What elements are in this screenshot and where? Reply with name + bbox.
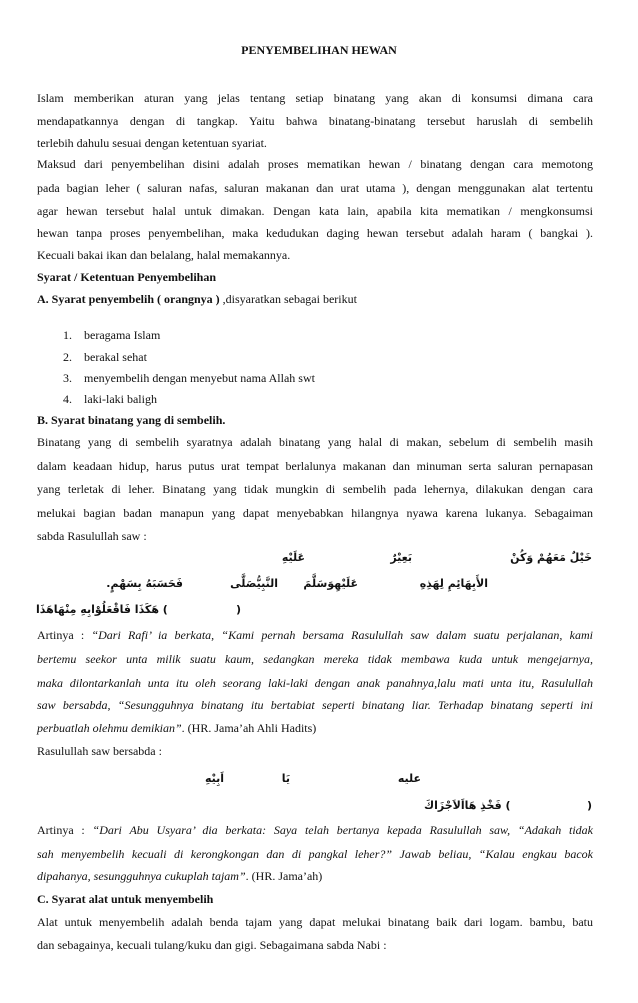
- arabic-fragment: ): [236, 603, 242, 616]
- artinya-text: dipahanya, sesungguhnya cukuplah tajam”: [37, 869, 246, 883]
- artinya-line: saw bersabda, “Sesungguhnya binatang itu bertabiat seperti binatang liar. Terhadap binatang seperti ini: [37, 698, 593, 712]
- arabic-fragment: عَلَيْهِ: [281, 551, 305, 564]
- list-item: laki-laki baligh: [84, 392, 157, 406]
- intro-line: pada bagian leher ( saluran nafas, saluran makanan dan urat utama ), dengan menggunakan alat tertentu: [37, 181, 593, 195]
- syarat-heading: Syarat / Ketentuan Penyembelihan: [37, 270, 216, 284]
- arabic-fragment: هَكَذَا فَاقْعَلُوْابِهِ مِنْهَاهَذَا (: [36, 603, 168, 616]
- artinya-text: “Dari Abu Usyara’ dia berkata: Saya telah bertanya kepada Rasulullah saw, “Adakah tidak: [92, 823, 593, 837]
- hadith-source: . (HR. Jama’ah Ahli Hadits): [181, 721, 317, 735]
- section-b-line: sabda Rasulullah saw :: [37, 529, 147, 543]
- section-b-line: melukai bagian badan manapun yang dapat menyebabkan hilangnya nyawa karena lukanya. Sebagaiman: [37, 506, 593, 520]
- section-b-line: dalam keadaan hidup, harus putus urat tempat berlalunya makanan dan minuman serta saluran pernapasan: [37, 459, 593, 473]
- section-c-heading: C. Syarat alat untuk menyembelih: [37, 892, 214, 906]
- arabic-fragment: فَحَسَبَهُ بِسَهْمٍ.: [106, 577, 183, 590]
- page-title: PENYEMBELIHAN HEWAN: [241, 43, 397, 57]
- list-number: 4.: [63, 392, 72, 406]
- list-number: 2.: [63, 350, 72, 364]
- artinya-text: “Dari Rafi’ ia berkata, “Kami pernah bersama Rasulullah saw dalam suatu perjalanan, kami: [91, 628, 593, 642]
- intro-line: Maksud dari penyembelihan disini adalah proses mematikan hewan / binatang dengan cara memotong: [37, 157, 593, 171]
- artinya-line: bertemu seekor unta milik suatu kaum, sedangkan mereka tidak membawa kuda untuk mengejarnya,: [37, 652, 593, 666]
- arabic-fragment: عليه: [397, 772, 421, 785]
- intro-line: terlebih dahulu sesuai dengan ketentuan syariat.: [37, 136, 267, 150]
- section-a-heading-bold: A. Syarat penyembelih ( orangnya ): [37, 292, 220, 306]
- artinya-text: perbuatlah olehmu demikian”: [37, 721, 182, 735]
- artinya-line: [37, 823, 593, 837]
- intro-line: Kecuali bakai ikan dan belalang, halal memakannya.: [37, 248, 291, 262]
- section-b-line: yang terletak di leher. Binatang yang tidak mungkin di sembelih pada lehernya, dilakukan dengan cara: [37, 482, 593, 496]
- arabic-fragment: يَا: [281, 772, 290, 785]
- section-c-line: dan sebagainya, kecuali tulang/kuku dan gigi. Sebagaimana sabda Nabi :: [37, 938, 387, 952]
- artinya-line: [37, 628, 593, 642]
- section-a-heading-rest: ,disyaratkan sebagai berikut: [222, 292, 357, 306]
- section-b-heading: B. Syarat binatang yang di sembelih.: [37, 413, 226, 427]
- hadith-source: . (HR. Jama’ah): [245, 869, 323, 883]
- artinya-lead: Artinya :: [37, 823, 93, 837]
- list-number: 1.: [63, 328, 72, 342]
- arabic-fragment: خَيْلٌ مَعَهُمْ وَكُنْ: [510, 551, 592, 564]
- bersabda-line: Rasulullah saw bersabda :: [37, 744, 162, 758]
- artinya-line: sah menyembelih kecuali di kerongkongan dan di pangkal leher?” Jawab beliau, “Kalau engkau bacok: [37, 847, 593, 861]
- arabic-fragment: فَخْذِ هَااَلاَجْزَاكَ (: [424, 799, 511, 812]
- list-item: menyembelih dengan menyebut nama Allah swt: [84, 371, 315, 385]
- arabic-fragment: اَبِيْهِ: [204, 772, 224, 785]
- section-c-line: Alat untuk menyembelih adalah benda tajam yang dapat melukai binatang baik dari logam. bambu, batu: [37, 915, 593, 929]
- list-number: 3.: [63, 371, 72, 385]
- arabic-fragment: عَلَيْهِوَسَلَّمَ: [303, 577, 358, 590]
- artinya-line: [37, 869, 593, 883]
- intro-line: agar hewan tersebut halal untuk dimakan. Dengan kata lain, apabila kita mematikan / mengkonsumsi: [37, 204, 593, 218]
- arabic-fragment: ): [587, 799, 593, 812]
- artinya-line: maka dilontarkanlah unta itu oleh seorang laki-laki dengan anak panahnya,lalu mati unta itu, Rasulullah: [37, 676, 593, 690]
- artinya-lead: Artinya :: [37, 628, 92, 642]
- arabic-fragment: الأَبِهَائِمِ لِهَذِهِ: [419, 577, 488, 590]
- intro-line: hewan tanpa proses penyembelihan, maka kedudukan daging hewan tersebut adalah haram ( bangkai ).: [37, 226, 593, 240]
- intro-line: mendapatkannya dengan di tangkap. Yaitu bahwa binatang-binatang tersebut haruslah di sembelih: [37, 114, 593, 128]
- arabic-fragment: النَّبِيُّصَلَّى: [230, 577, 278, 590]
- artinya-line: [37, 721, 593, 735]
- list-item: berakal sehat: [84, 350, 147, 364]
- section-b-line: Binatang yang di sembelih syaratnya adalah binatang yang halal di makan, sebelum di sembelih masih: [37, 435, 593, 449]
- section-a-heading: [37, 292, 593, 306]
- arabic-fragment: بَعِيْرٌ: [390, 551, 412, 564]
- intro-line: Islam memberikan aturan yang jelas tentang setiap binatang yang akan di konsumsi dimana cara: [37, 91, 593, 105]
- list-item: beragama Islam: [84, 328, 161, 342]
